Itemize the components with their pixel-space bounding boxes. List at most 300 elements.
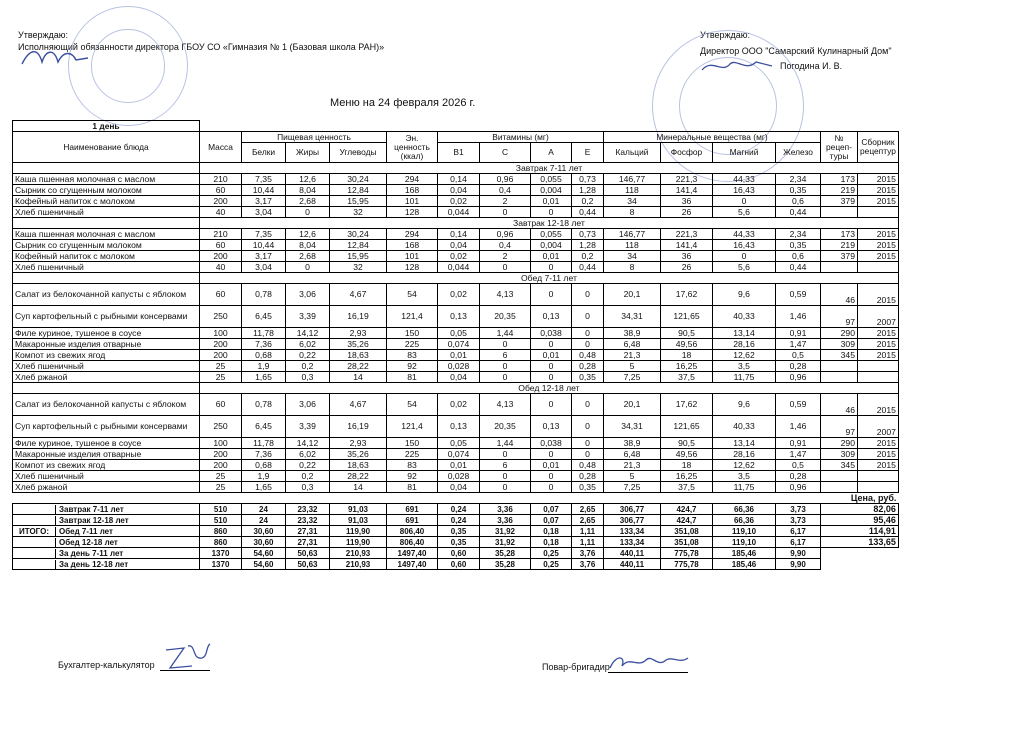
cell-calcium: 118 — [604, 240, 661, 251]
section-header-row — [13, 218, 899, 229]
dish-name: Кофейный напиток с молоком — [13, 251, 200, 262]
total-mass: 510 — [200, 515, 242, 526]
cell-vitamin-e: 0 — [572, 416, 604, 438]
cell-phosphorus: 90,5 — [661, 438, 713, 449]
total-energy: 1497,40 — [387, 559, 438, 570]
cell-energy: 101 — [387, 196, 438, 207]
cell-fat: 6,02 — [286, 339, 330, 350]
cell-phosphorus: 221,3 — [661, 229, 713, 240]
approve-left-line1: Утверждаю: — [18, 30, 69, 40]
cell-protein: 11,78 — [242, 328, 286, 339]
cell-energy: 294 — [387, 229, 438, 240]
cell-carbs: 32 — [330, 207, 387, 218]
cell-mass: 25 — [200, 471, 242, 482]
total-mass: 1370 — [200, 559, 242, 570]
total-vitamin-c: 31,92 — [480, 526, 531, 537]
total-vitamin-a: 0,25 — [531, 548, 572, 559]
cell-carbs: 30,24 — [330, 174, 387, 185]
cell-energy: 54 — [387, 394, 438, 416]
totals-label — [13, 549, 55, 558]
total-protein: 30,60 — [242, 526, 286, 537]
cell-energy: 81 — [387, 482, 438, 493]
cell-recipe-no: 345 — [821, 460, 858, 471]
cell-energy: 168 — [387, 240, 438, 251]
cell-magnesium: 12,62 — [713, 460, 776, 471]
total-vitamin-c: 35,28 — [480, 548, 531, 559]
totals-label — [13, 516, 55, 525]
cell-carbs: 14 — [330, 372, 387, 383]
cell-fat: 3,39 — [286, 416, 330, 438]
cell-phosphorus: 37,5 — [661, 372, 713, 383]
cell-vitamin-b1: 0,14 — [438, 174, 480, 185]
cell-calcium: 6,48 — [604, 339, 661, 350]
total-fat: 23,32 — [286, 515, 330, 526]
cell-vitamin-e: 0 — [572, 449, 604, 460]
cell-vitamin-a: 0,01 — [531, 460, 572, 471]
cell-carbs: 4,67 — [330, 284, 387, 306]
cell-recipe-no — [821, 207, 858, 218]
cell-recipe-no: 173 — [821, 174, 858, 185]
cell-fat: 0,2 — [286, 361, 330, 372]
cell-vitamin-e: 0,28 — [572, 361, 604, 372]
cell-collection: 2015 — [858, 438, 899, 449]
cell-phosphorus: 36 — [661, 251, 713, 262]
cell-iron: 0,6 — [776, 196, 821, 207]
cell-vitamin-b1: 0,04 — [438, 240, 480, 251]
cell-collection: 2015 — [858, 174, 899, 185]
cell-vitamin-a: 0 — [531, 361, 572, 372]
cell-magnesium: 44,33 — [713, 229, 776, 240]
cell-recipe-no — [821, 482, 858, 493]
cell-iron: 0,59 — [776, 284, 821, 306]
dish-row — [13, 306, 899, 328]
total-fat: 50,63 — [286, 559, 330, 570]
cell-magnesium: 16,43 — [713, 240, 776, 251]
cell-mass: 100 — [200, 328, 242, 339]
total-carbs: 91,03 — [330, 515, 387, 526]
dish-name: Хлеб пшеничный — [13, 207, 200, 218]
header-b1: B1 — [438, 143, 480, 163]
cell-magnesium: 5,6 — [713, 262, 776, 273]
cell-magnesium: 40,33 — [713, 416, 776, 438]
total-carbs: 210,93 — [330, 559, 387, 570]
cell-recipe-no: 219 — [821, 185, 858, 196]
total-price: 82,06 — [821, 504, 899, 515]
cell-calcium: 38,9 — [604, 438, 661, 449]
cell-vitamin-e: 0,48 — [572, 460, 604, 471]
cell-recipe-no: 173 — [821, 229, 858, 240]
cell-carbs: 12,84 — [330, 185, 387, 196]
cell-mass: 60 — [200, 240, 242, 251]
total-phosphorus: 775,78 — [661, 548, 713, 559]
total-protein: 54,60 — [242, 548, 286, 559]
cell-recipe-no: 46 — [821, 394, 858, 416]
cell-collection — [858, 361, 899, 372]
cell-fat: 3,06 — [286, 284, 330, 306]
total-calcium: 440,11 — [604, 559, 661, 570]
cell-magnesium: 0 — [713, 251, 776, 262]
cell-collection: 2015 — [858, 240, 899, 251]
chef-label: Повар-бригадир — [542, 662, 610, 672]
cell-calcium: 5 — [604, 361, 661, 372]
cell-vitamin-c: 4,13 — [480, 394, 531, 416]
cell-magnesium: 13,14 — [713, 328, 776, 339]
cell-protein: 7,36 — [242, 339, 286, 350]
section-header-row — [13, 383, 899, 394]
total-vitamin-e: 3,76 — [572, 559, 604, 570]
cell-protein: 1,9 — [242, 361, 286, 372]
cell-collection: 2015 — [858, 251, 899, 262]
cell-energy: 294 — [387, 174, 438, 185]
cell-collection: 2015 — [858, 460, 899, 471]
header-mass: Масса — [200, 132, 242, 163]
cell-fat: 2,68 — [286, 251, 330, 262]
cell-iron: 0,96 — [776, 372, 821, 383]
cell-vitamin-c: 0 — [480, 449, 531, 460]
cell-vitamin-e: 0,2 — [572, 196, 604, 207]
cell-vitamin-e: 0,44 — [572, 262, 604, 273]
dish-row — [13, 350, 899, 361]
total-row — [13, 559, 899, 570]
cell-vitamin-e: 0,28 — [572, 471, 604, 482]
section-title: Завтрак 12-18 лет — [200, 218, 899, 229]
total-name: Обед 12-18 лет — [55, 538, 197, 547]
cell-vitamin-e: 0 — [572, 339, 604, 350]
total-vitamin-c: 3,36 — [480, 515, 531, 526]
approve-right-line3: Погодина И. В. — [780, 61, 843, 71]
dish-name: Суп картофельный с рыбными консервами — [13, 306, 200, 328]
dish-name: Суп картофельный с рыбными консервами — [13, 416, 200, 438]
cell-protein: 7,36 — [242, 449, 286, 460]
dish-row — [13, 229, 899, 240]
cell-carbs: 16,19 — [330, 416, 387, 438]
cell-vitamin-b1: 0,01 — [438, 350, 480, 361]
total-price: 114,91 — [821, 526, 899, 537]
total-energy: 691 — [387, 504, 438, 515]
director-signature — [20, 44, 90, 70]
cell-calcium: 7,25 — [604, 372, 661, 383]
cell-vitamin-b1: 0,028 — [438, 471, 480, 482]
cell-carbs: 28,22 — [330, 471, 387, 482]
cell-collection: 2015 — [858, 284, 899, 306]
total-vitamin-a: 0,25 — [531, 559, 572, 570]
section-spacer — [13, 163, 200, 174]
total-vitamin-b1: 0,60 — [438, 548, 480, 559]
dish-row — [13, 284, 899, 306]
cell-vitamin-e: 0 — [572, 394, 604, 416]
cell-carbs: 18,63 — [330, 350, 387, 361]
total-row — [13, 537, 899, 548]
cell-phosphorus: 17,62 — [661, 284, 713, 306]
cell-carbs: 35,26 — [330, 339, 387, 350]
cell-phosphorus: 121,65 — [661, 306, 713, 328]
cell-energy: 54 — [387, 284, 438, 306]
cell-energy: 121,4 — [387, 416, 438, 438]
total-magnesium: 66,36 — [713, 515, 776, 526]
cell-vitamin-c: 0 — [480, 262, 531, 273]
dish-row — [13, 240, 899, 251]
total-protein: 24 — [242, 515, 286, 526]
total-vitamin-a: 0,07 — [531, 515, 572, 526]
cell-recipe-no — [821, 372, 858, 383]
total-protein: 30,60 — [242, 537, 286, 548]
page-title: Меню на 24 февраля 2026 г. — [330, 97, 476, 109]
cell-energy: 121,4 — [387, 306, 438, 328]
cell-vitamin-c: 20,35 — [480, 416, 531, 438]
header-carbs: Углеводы — [330, 143, 387, 163]
cell-magnesium: 11,75 — [713, 482, 776, 493]
total-mass: 1370 — [200, 548, 242, 559]
total-vitamin-e: 2,65 — [572, 504, 604, 515]
cell-mass: 250 — [200, 306, 242, 328]
cell-mass: 200 — [200, 251, 242, 262]
cell-vitamin-c: 1,44 — [480, 438, 531, 449]
cell-magnesium: 3,5 — [713, 361, 776, 372]
cell-mass: 200 — [200, 339, 242, 350]
cell-mass: 40 — [200, 207, 242, 218]
cell-energy: 150 — [387, 328, 438, 339]
cell-fat: 8,04 — [286, 185, 330, 196]
cell-vitamin-c: 0,96 — [480, 229, 531, 240]
cell-vitamin-a: 0 — [531, 449, 572, 460]
cell-protein: 1,9 — [242, 471, 286, 482]
cell-iron: 0,91 — [776, 438, 821, 449]
cell-recipe-no: 309 — [821, 339, 858, 350]
cell-protein: 0,68 — [242, 460, 286, 471]
cell-vitamin-b1: 0,02 — [438, 196, 480, 207]
cell-calcium: 146,77 — [604, 229, 661, 240]
dish-row — [13, 416, 899, 438]
dish-name: Салат из белокочанной капусты с яблоком — [13, 394, 200, 416]
cell-phosphorus: 17,62 — [661, 394, 713, 416]
cell-fat: 0,3 — [286, 372, 330, 383]
total-energy: 1497,40 — [387, 548, 438, 559]
cell-vitamin-b1: 0,13 — [438, 416, 480, 438]
cell-vitamin-e: 0,48 — [572, 350, 604, 361]
section-spacer — [13, 273, 200, 284]
cell-carbs: 16,19 — [330, 306, 387, 328]
cell-calcium: 21,3 — [604, 350, 661, 361]
cell-carbs: 12,84 — [330, 240, 387, 251]
cell-vitamin-a: 0,038 — [531, 328, 572, 339]
cell-iron: 0,5 — [776, 350, 821, 361]
cell-recipe-no: 46 — [821, 284, 858, 306]
section-title: Завтрак 7-11 лет — [200, 163, 899, 174]
header-e: E — [572, 143, 604, 163]
cell-protein: 0,78 — [242, 284, 286, 306]
cell-carbs: 35,26 — [330, 449, 387, 460]
cell-vitamin-c: 6 — [480, 460, 531, 471]
menu-table — [12, 120, 899, 570]
dish-name: Хлеб ржаной — [13, 372, 200, 383]
total-vitamin-a: 0,18 — [531, 537, 572, 548]
total-row — [13, 548, 899, 559]
cell-vitamin-a: 0 — [531, 482, 572, 493]
cell-collection — [858, 482, 899, 493]
cell-phosphorus: 26 — [661, 262, 713, 273]
total-magnesium: 185,46 — [713, 548, 776, 559]
dish-row — [13, 262, 899, 273]
cell-iron: 0,5 — [776, 460, 821, 471]
cell-vitamin-a: 0 — [531, 372, 572, 383]
cell-vitamin-c: 1,44 — [480, 328, 531, 339]
dish-row — [13, 482, 899, 493]
total-vitamin-b1: 0,35 — [438, 537, 480, 548]
total-name: За день 7-11 лет — [55, 549, 197, 558]
total-carbs: 119,90 — [330, 526, 387, 537]
cell-magnesium: 5,6 — [713, 207, 776, 218]
day-label: 1 день — [13, 121, 200, 132]
total-phosphorus: 424,7 — [661, 515, 713, 526]
total-price: 95,46 — [821, 515, 899, 526]
cell-energy: 128 — [387, 207, 438, 218]
cell-calcium: 20,1 — [604, 394, 661, 416]
total-name: За день 12-18 лет — [55, 560, 197, 569]
cell-protein: 7,35 — [242, 174, 286, 185]
dish-name: Компот из свежих ягод — [13, 350, 200, 361]
dish-row — [13, 185, 899, 196]
cell-fat: 8,04 — [286, 240, 330, 251]
cell-collection: 2015 — [858, 229, 899, 240]
cell-vitamin-e: 0,35 — [572, 372, 604, 383]
total-fat: 27,31 — [286, 537, 330, 548]
cell-collection: 2015 — [858, 339, 899, 350]
cell-fat: 12,6 — [286, 174, 330, 185]
cell-calcium: 34,31 — [604, 416, 661, 438]
dish-name: Сырник со сгущенным молоком — [13, 240, 200, 251]
cell-collection — [858, 207, 899, 218]
totals-label: ИТОГО: — [19, 526, 49, 536]
total-vitamin-b1: 0,24 — [438, 504, 480, 515]
cell-phosphorus: 49,56 — [661, 449, 713, 460]
total-mass: 860 — [200, 526, 242, 537]
dish-row — [13, 471, 899, 482]
cell-recipe-no — [821, 361, 858, 372]
cell-iron: 0,96 — [776, 482, 821, 493]
cell-calcium: 34 — [604, 196, 661, 207]
cell-phosphorus: 16,25 — [661, 471, 713, 482]
cell-phosphorus: 49,56 — [661, 339, 713, 350]
cell-recipe-no: 379 — [821, 196, 858, 207]
cell-collection: 2015 — [858, 328, 899, 339]
totals-label — [13, 560, 55, 569]
cell-magnesium: 44,33 — [713, 174, 776, 185]
cell-collection: 2015 — [858, 350, 899, 361]
cell-recipe-no: 290 — [821, 328, 858, 339]
total-vitamin-e: 1,11 — [572, 537, 604, 548]
cell-collection: 2015 — [858, 449, 899, 460]
total-vitamin-a: 0,18 — [531, 526, 572, 537]
cell-fat: 14,12 — [286, 328, 330, 339]
cell-fat: 3,06 — [286, 394, 330, 416]
cell-vitamin-b1: 0,02 — [438, 394, 480, 416]
cell-vitamin-b1: 0,02 — [438, 251, 480, 262]
total-iron: 3,73 — [776, 504, 821, 515]
cell-iron: 0,91 — [776, 328, 821, 339]
cell-vitamin-a: 0,055 — [531, 229, 572, 240]
total-calcium: 133,34 — [604, 526, 661, 537]
dish-name: Каша пшенная молочная с маслом — [13, 229, 200, 240]
cell-vitamin-c: 6 — [480, 350, 531, 361]
header-fat: Жиры — [286, 143, 330, 163]
cell-iron: 0,44 — [776, 207, 821, 218]
cell-calcium: 118 — [604, 185, 661, 196]
total-vitamin-b1: 0,35 — [438, 526, 480, 537]
dish-name: Каша пшенная молочная с маслом — [13, 174, 200, 185]
total-iron: 9,90 — [776, 559, 821, 570]
totals-spacer — [13, 493, 821, 504]
total-iron: 6,17 — [776, 537, 821, 548]
total-name: Завтрак 7-11 лет — [55, 505, 197, 514]
cell-vitamin-a: 0 — [531, 471, 572, 482]
cell-protein: 1,65 — [242, 372, 286, 383]
cell-mass: 200 — [200, 449, 242, 460]
cell-iron: 0,59 — [776, 394, 821, 416]
dish-name: Хлеб пшеничный — [13, 361, 200, 372]
header-collection: Сборник рецептур — [858, 132, 899, 163]
cell-magnesium: 9,6 — [713, 284, 776, 306]
cell-vitamin-a: 0,01 — [531, 196, 572, 207]
cell-protein: 3,04 — [242, 262, 286, 273]
cell-energy: 168 — [387, 185, 438, 196]
cell-phosphorus: 141,4 — [661, 240, 713, 251]
approve-right-line1: Утверждаю: — [700, 30, 751, 40]
total-iron: 3,73 — [776, 515, 821, 526]
cell-vitamin-c: 2 — [480, 196, 531, 207]
header-vitamins: Витамины (мг) — [438, 132, 604, 143]
cell-vitamin-b1: 0,02 — [438, 284, 480, 306]
cell-vitamin-a: 0,13 — [531, 416, 572, 438]
cell-vitamin-a: 0,13 — [531, 306, 572, 328]
cell-vitamin-b1: 0,028 — [438, 361, 480, 372]
cell-carbs: 28,22 — [330, 361, 387, 372]
cell-collection: 2015 — [858, 185, 899, 196]
cell-mass: 250 — [200, 416, 242, 438]
cell-magnesium: 3,5 — [713, 471, 776, 482]
dish-name: Хлеб пшеничный — [13, 471, 200, 482]
cell-vitamin-c: 4,13 — [480, 284, 531, 306]
cell-protein: 10,44 — [242, 185, 286, 196]
cell-protein: 6,45 — [242, 416, 286, 438]
dish-name: Сырник со сгущенным молоком — [13, 185, 200, 196]
cell-energy: 225 — [387, 339, 438, 350]
dish-name: Кофейный напиток с молоком — [13, 196, 200, 207]
cell-iron: 0,28 — [776, 471, 821, 482]
cell-mass: 100 — [200, 438, 242, 449]
cell-mass: 210 — [200, 229, 242, 240]
total-fat: 27,31 — [286, 526, 330, 537]
total-calcium: 306,77 — [604, 504, 661, 515]
total-calcium: 133,34 — [604, 537, 661, 548]
cell-calcium: 8 — [604, 207, 661, 218]
section-spacer — [13, 218, 200, 229]
dish-row — [13, 361, 899, 372]
cell-recipe-no — [821, 471, 858, 482]
cell-protein: 0,68 — [242, 350, 286, 361]
cell-carbs: 14 — [330, 482, 387, 493]
cell-mass: 25 — [200, 372, 242, 383]
approve-left-line2: Исполняющий обязанности директора ГБОУ СО «Гимназия № 1 (Базовая школа РАН)» — [18, 42, 385, 52]
cell-magnesium: 0 — [713, 196, 776, 207]
cell-vitamin-b1: 0,04 — [438, 482, 480, 493]
cell-vitamin-a: 0 — [531, 284, 572, 306]
total-carbs: 91,03 — [330, 504, 387, 515]
cell-calcium: 38,9 — [604, 328, 661, 339]
total-magnesium: 119,10 — [713, 526, 776, 537]
total-vitamin-c: 3,36 — [480, 504, 531, 515]
cell-vitamin-e: 1,28 — [572, 240, 604, 251]
cell-energy: 101 — [387, 251, 438, 262]
